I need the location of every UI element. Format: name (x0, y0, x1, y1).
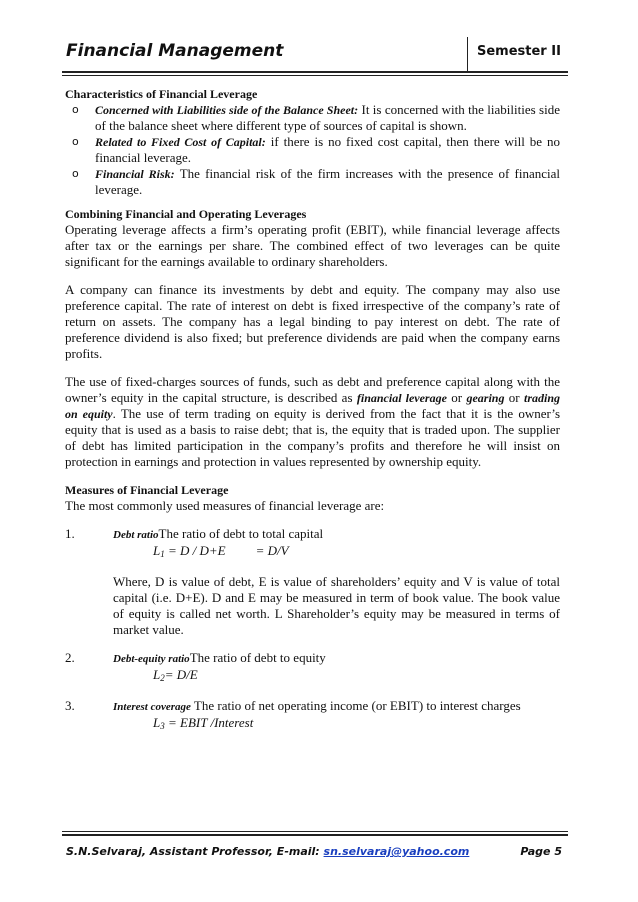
combining-heading: Combining Financial and Operating Leverages (65, 207, 307, 221)
header-semester: Semester II (477, 44, 561, 59)
header-rule-thick (62, 71, 568, 73)
formula-alt: = D/V (255, 543, 289, 558)
header-title: Financial Management (66, 41, 284, 61)
text-run: or (504, 390, 524, 405)
measure-formula (113, 543, 560, 562)
list-item (72, 102, 560, 134)
combining-paragraph-1: Operating leverage affects a firm’s operating profit (EBIT), while financial leverage affects after tax or the earnings per share. The combined effect of two leverages can be quite significant for the earnings available to ordinary shareholders. (65, 222, 560, 269)
bullet-marker: o (72, 103, 79, 116)
combining-paragraph-3 (65, 374, 560, 470)
characteristics-list (65, 102, 560, 198)
measure-title: Debt ratio (113, 529, 159, 541)
formula-symbol: L (153, 543, 161, 558)
list-item (72, 166, 561, 198)
formula-rhs: = D / D+E (164, 543, 226, 558)
item-text: if there is no fixed cost capital, then there will be no financial leverage. (95, 134, 561, 165)
measure-formula (113, 667, 560, 686)
formula-subscript: 2 (160, 673, 165, 683)
measure-item (65, 526, 560, 638)
item-label: Related to Fixed Cost of Capital: (95, 135, 266, 149)
measures-heading: Measures of Financial Leverage (65, 483, 229, 497)
footer-rule-thin (62, 831, 568, 832)
item-label: Concerned with Liabilities side of the Balance Sheet: (95, 103, 359, 117)
list-item (72, 134, 561, 166)
text-run: The use of fixed-charges sources of funds, such as debt and preference capital along with the owner’s equity in the capital structure, is described as (65, 374, 560, 405)
text-run: or (446, 390, 467, 405)
term-financial-leverage: financial leverage (356, 391, 447, 405)
header-rule-thin (62, 75, 568, 76)
formula-symbol: L (153, 715, 161, 730)
item-text: The financial risk of the firm increases with the presence of financial leverage. (95, 166, 561, 197)
footer-author-text: S.N.Selvaraj, Assistant Professor, E-mail: (66, 845, 324, 858)
bullet-marker: o (72, 135, 79, 148)
main-content (65, 86, 560, 734)
term-gearing: gearing (466, 391, 505, 405)
measure-title: Interest coverage (113, 701, 191, 713)
measure-formula (113, 715, 560, 734)
measure-desc: The ratio of debt to total capital (158, 526, 324, 541)
measure-desc: The ratio of debt to equity (189, 650, 326, 665)
formula-rhs: = EBIT /Interest (164, 715, 254, 730)
item-text: It is concerned with the liabilities side of the balance sheet where different type of sources of capital is shown. (95, 102, 560, 133)
measure-item (65, 650, 560, 686)
measure-title: Debt-equity ratio (113, 653, 190, 665)
footer-rule-thick (62, 834, 568, 836)
measure-number: 1. (65, 526, 75, 541)
footer-author (66, 845, 469, 858)
header-separator (467, 37, 468, 71)
measures-intro: The most commonly used measures of financial leverage are: (65, 498, 385, 513)
item-label: Financial Risk: (95, 167, 175, 181)
bullet-marker: o (72, 167, 79, 180)
footer-page-number: Page 5 (520, 845, 562, 858)
combining-paragraph-2: A company can finance its investments by debt and equity. The company may also use preference capital. The rate of interest on debt is fixed irrespective of the company’s rate of return on assets. The company has a legal binding to pay interest on debt. The rate of preference dividend is also fixed; but preference dividends are paid when the company earns profits. (65, 282, 560, 361)
formula-rhs: = D/E (164, 667, 198, 682)
text-run: . The use of term trading on equity is derived from the fact that it is the owner’s equity that is used as a basis to raise debt; that is, the equity that is traded upon. The supplier of debt has limited participation in the company’s profits and therefore he will insist on protection in earnings and protection in values represented by ownership equity. (65, 406, 561, 469)
measure-explanation: Where, D is value of debt, E is value of shareholders’ equity and V is value of total capital (i.e. D+E). D and E may be measured in term of book value. The book value of equity is called net worth. L Shareholder’s equity may be measured in terms of market value. (113, 574, 560, 637)
term-trading-on-equity: trading on equity (65, 391, 560, 421)
footer-email-link[interactable]: sn.selvaraj@yahoo.com (323, 845, 470, 858)
measure-number: 2. (65, 650, 75, 665)
formula-subscript: 1 (160, 549, 165, 559)
formula-subscript: 3 (160, 721, 165, 731)
formula-symbol: L (153, 667, 161, 682)
measure-number: 3. (65, 698, 75, 713)
measure-item (65, 698, 560, 734)
measure-desc: The ratio of net operating income (or EBIT) to interest charges (190, 698, 521, 713)
characteristics-heading: Characteristics of Financial Leverage (65, 87, 258, 101)
